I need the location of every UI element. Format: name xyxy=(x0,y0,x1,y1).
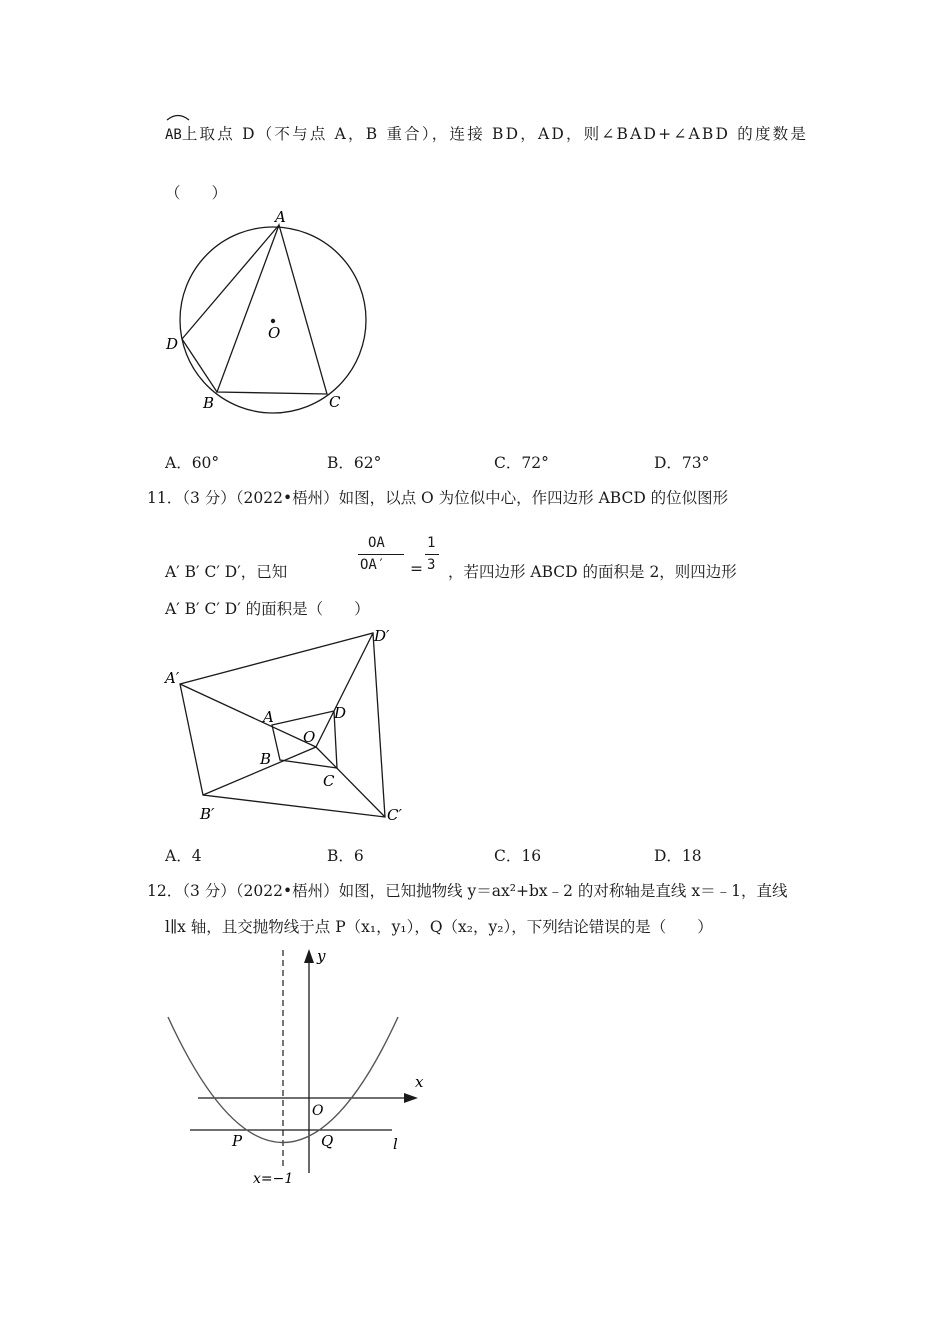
q12-figure xyxy=(160,945,440,1190)
q11-line3: A′ B′ C′ D′ 的面积是（ ） xyxy=(165,600,370,618)
q12-line2: l∥x 轴，且交抛物线于点 P（x₁，y₁），Q（x₂，y₂），下列结论错误的是（ ） xyxy=(165,918,713,936)
label-o: O xyxy=(268,324,281,342)
arc-label: AB xyxy=(165,127,182,143)
q11-choice-c: C．16 xyxy=(494,847,542,865)
segment-adb xyxy=(182,225,279,392)
x-arrow-icon xyxy=(404,1093,418,1103)
q10-line1 xyxy=(165,122,808,144)
q11-choice-b: B．6 xyxy=(327,847,364,865)
label-a: A xyxy=(275,208,286,226)
q11-choice-a: A．4 xyxy=(165,847,202,865)
label-x: x xyxy=(415,1073,424,1091)
label-d1: D′ xyxy=(374,627,390,645)
label-d: D xyxy=(334,704,347,722)
label-y: y xyxy=(317,947,326,965)
frac-denominator: OA′ xyxy=(360,557,386,573)
y-arrow-icon xyxy=(304,949,314,963)
label-o: O xyxy=(312,1103,324,1119)
label-q: Q xyxy=(321,1132,334,1150)
label-l: l xyxy=(393,1135,398,1153)
q11-figure xyxy=(160,625,420,830)
q12-line1: 12．（3 分）（2022•梧州）如图，已知抛物线 y＝ax²+bx﹣2 的对称轴是直线 x＝﹣1，直线 xyxy=(147,882,788,900)
q11-line1: 11．（3 分）（2022•梧州）如图，以点 O 为位似中心，作四边形 ABCD 的位似图形 xyxy=(147,489,729,507)
triangle-abc xyxy=(217,225,327,394)
label-b: B xyxy=(260,750,272,768)
frac-equals: = xyxy=(410,560,423,578)
label-b: B xyxy=(203,394,215,412)
rhs-denominator: 3 xyxy=(427,557,436,573)
label-d: D xyxy=(166,335,179,353)
q10-choice-a: A．60° xyxy=(165,454,220,472)
label-c: C xyxy=(329,393,341,411)
label-a1: A′ xyxy=(165,669,180,687)
frac-bar xyxy=(358,554,404,555)
label-a: A xyxy=(263,708,274,726)
center-dot xyxy=(271,319,275,323)
q10-choice-c: C．72° xyxy=(494,454,549,472)
q10-choice-b: B．62° xyxy=(327,454,382,472)
q10-text: 上取点 D（不与点 A，B 重合），连接 BD，AD，则∠BAD+∠ABD 的度数是 xyxy=(181,125,809,143)
q10-choice-d: D．73° xyxy=(654,454,710,472)
rhs-bar xyxy=(425,554,439,555)
label-o: O xyxy=(303,728,316,746)
q11-line2-pre: A′ B′ C′ D′，已知 xyxy=(165,563,288,581)
q11-choice-d: D．18 xyxy=(654,847,702,865)
q10-blank: （ ） xyxy=(165,184,228,202)
rhs-numerator: 1 xyxy=(427,535,436,551)
label-c1: C′ xyxy=(387,806,402,824)
q11-line2-post: ，若四边形 ABCD 的面积是 2，则四边形 xyxy=(448,563,737,581)
label-p: P xyxy=(232,1132,243,1150)
q10-figure xyxy=(160,205,380,415)
frac-numerator: OA xyxy=(368,535,385,551)
arc-mark-icon xyxy=(166,113,190,121)
label-b1: B′ xyxy=(200,805,215,823)
label-axis: x=−1 xyxy=(253,1171,294,1187)
label-c: C xyxy=(323,772,335,790)
quad-outer xyxy=(180,633,385,817)
